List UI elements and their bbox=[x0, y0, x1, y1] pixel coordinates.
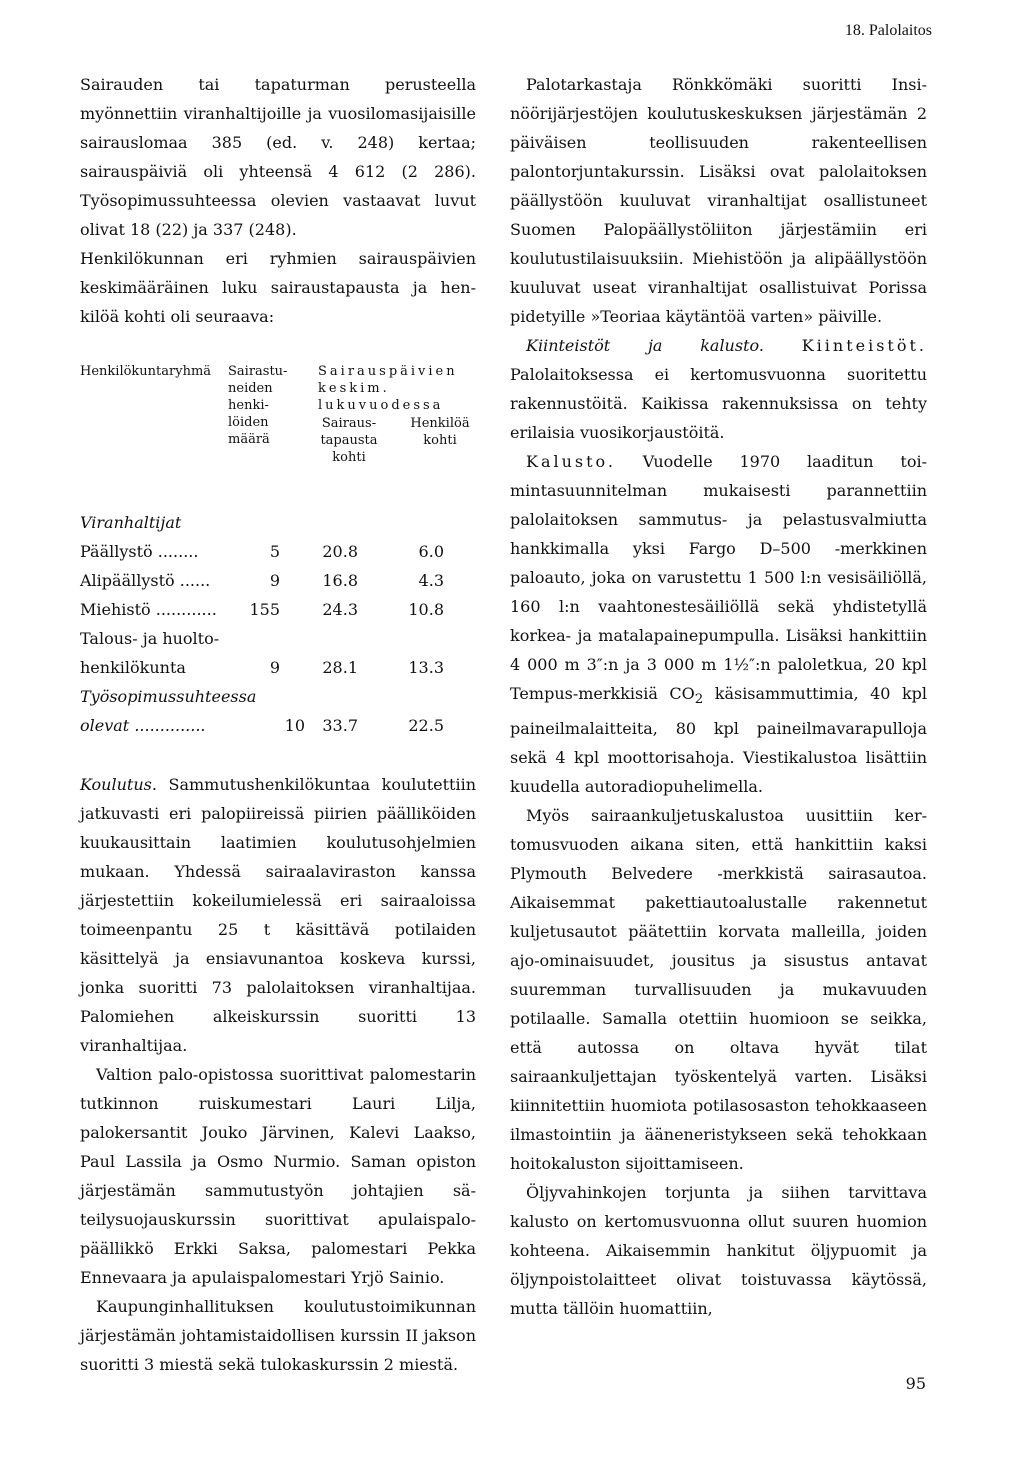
section-label bbox=[80, 508, 480, 537]
table-row bbox=[80, 537, 480, 566]
koulutus-text: Sammutushenkilökuntaa koulutettiin jatkuvasti eri palopiireissä piirien päälliköiden kuukausittain laatimien koulutusohjelmien mukaan. Yhdessä sairaalaviraston kanssa järjestettiin kokeilumielessä eri sairaaloissa toimeenpantu 25 t käsittävä potilaiden käsittelyä ja ensiavunantoa koskeva kurssi, jonka suoritti 73 palolaitoksen viranhaltijaa. Palomiehen alkeiskurssin suoritti 13 viranhaltijaa. bbox=[80, 775, 476, 1055]
kiinteistot-subheading: Kiinteistöt. bbox=[801, 336, 927, 355]
section-label bbox=[80, 682, 480, 711]
row-label: Miehistö ............ bbox=[80, 600, 217, 619]
row-per-person: 6.0 bbox=[418, 542, 444, 561]
table-row bbox=[80, 653, 480, 682]
paragraph-sick-days-intro: Henkilökunnan eri ryhmien sairauspäivien keskimääräinen luku sairaustapausta ja henkilöä kohti oli seuraava: bbox=[80, 249, 476, 326]
table-row-label-line bbox=[80, 624, 480, 653]
sick-days-table bbox=[80, 363, 480, 740]
kiinteistot-heading: Kiinteistöt ja kalusto. bbox=[526, 336, 764, 355]
row-count: 5 bbox=[269, 542, 280, 561]
right-column bbox=[510, 70, 927, 1323]
paragraph-sairaankuljetus: Myös sairaankuljetuskalustoa uusittiin kertomusvuoden aikana siten, että hankittiin kaksi Plymouth Belvedere -merkkistä sairasautoa. Aikaisemmat pakettiautoalustalle rakennetut kuljetusautot päätettiin korvata malleilla, joiden ajo-ominaisuudet, jousitus ja sisustus antavat suuremman turvallisuuden ja mukavuuden potilaalle. Samalla otettiin huomioon se seikka, että autossa on oltava hyvät tilat sairaankuljettajan työskentelyä varten. Lisäksi kiinnitettiin huomiota potilasosaston tehokkaaseen ilmastointiin ja ääneneristykseen sekä tehokkaan hoitokaluston sijoittamiseen. bbox=[510, 806, 927, 1174]
row-per-case: 16.8 bbox=[322, 571, 358, 590]
running-header: 18. Palolaitos bbox=[844, 22, 932, 39]
kalusto-heading: Kalusto. bbox=[526, 452, 616, 471]
kiinteistot-text: Palolaitoksessa ei kertomusvuonna suoritettu rakennustöitä. Kaikissa rakennuksissa on tehty erilaisia vuosikorjaustöitä. bbox=[510, 365, 927, 442]
paragraph-koulutus bbox=[80, 770, 476, 1060]
row-per-person: 13.3 bbox=[408, 658, 444, 677]
row-per-person: 10.8 bbox=[408, 600, 444, 619]
row-per-person: 22.5 bbox=[408, 716, 444, 735]
paragraph-kalusto bbox=[510, 447, 927, 801]
table-row bbox=[80, 711, 480, 740]
paragraph-kaupungin: Kaupunginhallituksen koulutustoimikunnan järjestämän johtamistaidollisen kurssin II jakson suoritti 3 miestä sekä tulokaskurssin 2 miestä. bbox=[80, 1297, 476, 1374]
paragraph-kiinteistot bbox=[510, 331, 927, 447]
row-count: 9 bbox=[269, 658, 280, 677]
header-sick-days: Sairauspäivien keskim. lukuvuodessa bbox=[318, 364, 458, 413]
row-label: olevat .............. bbox=[80, 716, 206, 735]
row-per-case: 28.1 bbox=[322, 658, 358, 677]
header-group: Henkilökuntaryhmä bbox=[80, 364, 212, 379]
koulutus-heading: Koulutus. bbox=[80, 775, 157, 794]
row-per-case: 24.3 bbox=[322, 600, 358, 619]
section-viranhaltijat: Viranhaltijat bbox=[80, 513, 182, 532]
row-label: Alipäällystö ...... bbox=[80, 571, 211, 590]
table-header bbox=[80, 363, 480, 508]
paragraph-oljyvahingot: Öljyvahinkojen torjunta ja siihen tarvittava kalusto on kertomusvuonna ollut suuren huomion kohteena. Aikaisemmin hankitut öljypuomit ja öljynpoistolaitteet olivat toistuvassa käytössä, mutta tällöin huomattiin, bbox=[510, 1183, 927, 1319]
row-per-case: 20.8 bbox=[322, 542, 358, 561]
header-count: Sairastuneiden henkilöiden määrä bbox=[228, 364, 288, 447]
row-label: Päällystö ........ bbox=[80, 542, 199, 561]
row-count: 10 bbox=[284, 716, 305, 735]
row-per-person: 4.3 bbox=[418, 571, 444, 590]
paragraph-sick-leave: Sairauden tai tapaturman perusteella myönnettiin viranhaltijoille ja vuosilomasijaisille sairauslomaa 385 (ed. v. 248) kertaa; sairauspäiviä oli yhteensä 4 612 (2 286). Työsopimussuhteessa olevien vastaavat luvut olivat 18 (22) ja 337 (248). bbox=[80, 75, 476, 239]
table-row bbox=[80, 595, 480, 624]
kalusto-text-a: Vuodelle 1970 laaditun toimintasuunnitelman mukaisesti parannettiin palolaitoksen sammutus- ja pelastusvalmiutta hankkimalla yksi Fargo D–500 -merkkinen paloauto, joka on varustettu 1 500 l:n vesisäiliöllä, 160 l:n vaahtonestesäiliöllä sekä yhdistetyllä korkea- ja matalapainepumpulla. Lisäksi hankittiin 4 000 m 3″:n ja 3 000 m 1½″:n paloletkua, 20 kpl Tempus-merkkisiä CO bbox=[510, 452, 927, 703]
left-column bbox=[80, 70, 476, 1379]
row-count: 155 bbox=[249, 600, 280, 619]
kalusto-subscript: 2 bbox=[694, 692, 704, 708]
paragraph-palotarkastaja: Palotarkastaja Rönkkömäki suoritti Insinöörijärjestöjen koulutuskeskuksen järjestämän 2 päiväisen teollisuuden rakenteellisen palontorjuntakurssin. Lisäksi ovat palolaitoksen päällystöön kuuluvat viranhaltijat osallistuneet Suomen Palopäällystöliiton järjestämiin eri koulutustilaisuuksiin. Miehistöön ja alipäällystöön kuuluvat useat viranhaltijat osallistuivat Porissa pidetyille »Teoriaa käytäntöä varten» päiville. bbox=[510, 75, 927, 326]
header-per-case: Sairaustapausta kohti bbox=[320, 416, 378, 465]
kalusto-text-b: käsisammuttimia, 40 kpl paineilmalaitteita, 80 kpl paineilmavarapulloja sekä 4 kpl moottorisahoja. Viestikalustoa lisättiin kuudella autoradiopuhelimella. bbox=[510, 684, 928, 797]
row-count: 9 bbox=[269, 571, 280, 590]
paragraph-valtion: Valtion palo-opistossa suorittivat palomestarin tutkinnon ruiskumestari Lauri Lilja, palokersantit Jouko Järvinen, Kalevi Laakso, Paul Lassila ja Osmo Nurmio. Saman opiston järjestämän sammutustyön johtajien säteilysuojauskurssin suorittivat apulaispalopäällikkö Erkki Saksa, palomestari Pekka Ennevaara ja apulaispalomestari Yrjö Sainio. bbox=[80, 1065, 476, 1287]
table-row bbox=[80, 566, 480, 595]
row-label: henkilökunta bbox=[80, 658, 186, 677]
section-tyosopimus: Työsopimussuhteessa bbox=[80, 687, 257, 706]
header-per-person: Henkilöä kohti bbox=[410, 416, 470, 448]
row-per-case: 33.7 bbox=[322, 716, 358, 735]
page-number: 95 bbox=[905, 1374, 926, 1393]
row-label: Talous- ja huolto- bbox=[80, 629, 220, 648]
